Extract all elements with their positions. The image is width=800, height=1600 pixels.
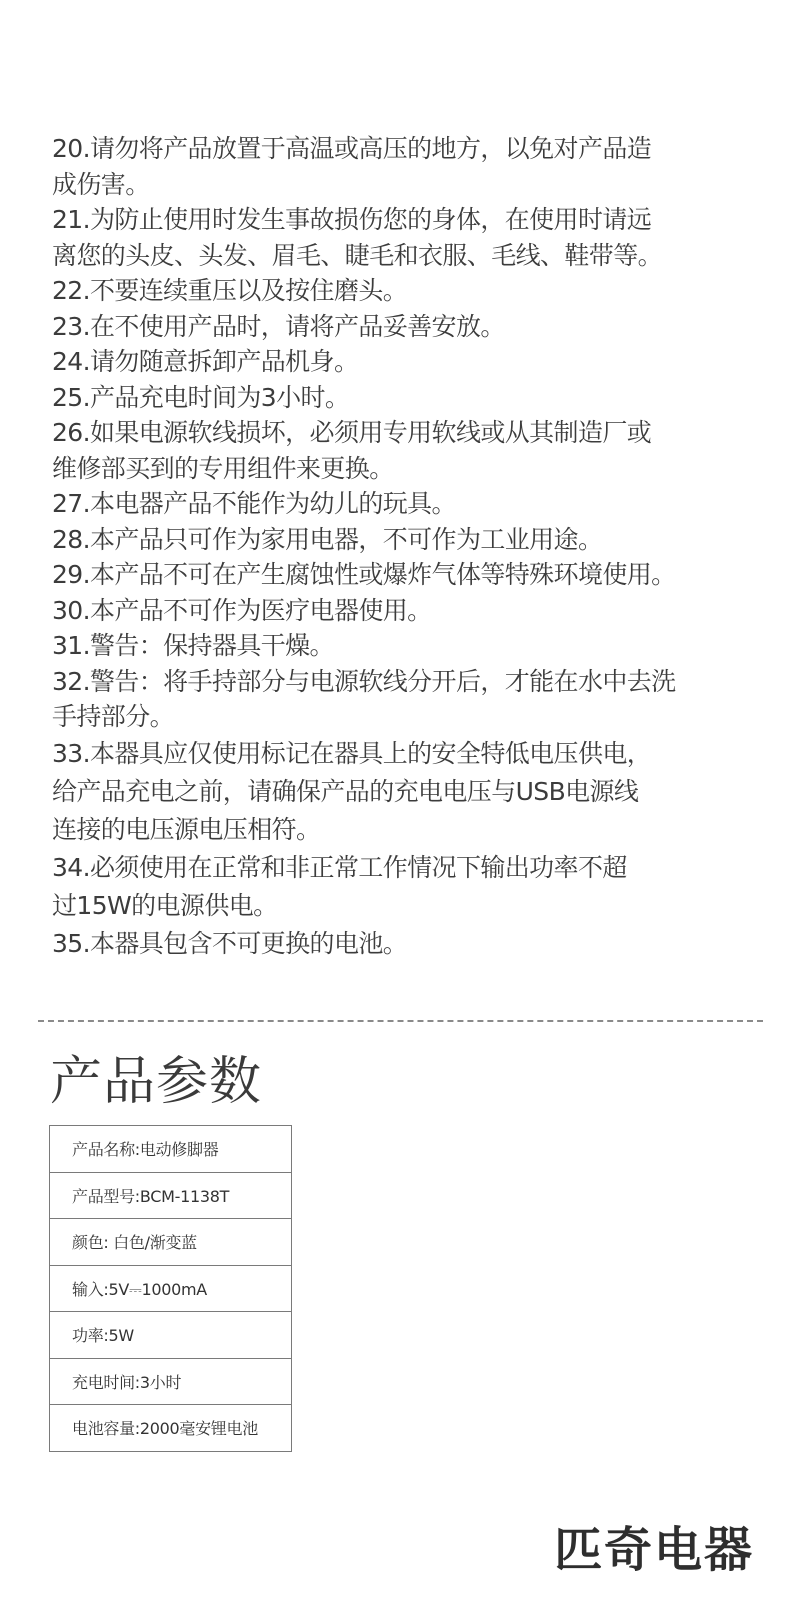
note-25: 25.产品充电时间为3小时。 [52,382,350,412]
note-31: 31.警告：保持器具干燥。 [52,631,334,660]
note-34: 34.必须使用在正常和非正常工作情况下输出功率不超 过15W的电源供电。 [52,852,627,920]
note-27: 27.本电器产品不能作为幼儿的玩具。 [52,489,456,518]
note-23: 23.在不使用产品时，请将产品妥善安放。 [52,311,505,341]
section-title-product-params: 产品参数 [50,1052,263,1112]
note-30: 30.本产品不可作为医疗电器使用。 [52,595,432,625]
spec-color: 颜色: 白色/渐变蓝 [50,1219,292,1266]
brand-logo: 匹奇电器 [553,1522,754,1578]
spec-row [50,1126,292,1173]
spec-model: 产品型号:BCM-1138T [50,1172,292,1219]
spec-row [50,1219,292,1266]
spec-row [50,1405,292,1452]
note-24: 24.请勿随意拆卸产品机身。 [52,347,359,376]
spec-product-name: 产品名称:电动修脚器 [50,1126,292,1173]
note-21: 21.为防止使用时发生事故损伤您的身体，在使用时请远 离您的头皮、头发、眉毛、睫毛和衣服、毛线、鞋带等。 [52,205,663,270]
note-28: 28.本产品只可作为家用电器，不可作为工业用途。 [52,524,603,554]
spec-row [50,1172,292,1219]
spec-input: 输入:5V⎓1000mA [50,1265,292,1312]
spec-row [50,1358,292,1405]
note-35: 35.本器具包含不可更换的电池。 [52,928,408,958]
note-32: 32.警告：将手持部分与电源软线分开后，才能在水中去洗 手持部分。 [52,666,676,731]
spec-battery: 电池容量:2000毫安锂电池 [50,1405,292,1452]
note-20: 20.请勿将产品放置于高温或高压的地方，以免对产品造 成伤害。 [52,134,652,199]
spec-power: 功率:5W [50,1312,292,1359]
safety-notes-list [52,131,772,963]
spec-table [49,1125,292,1452]
note-26: 26.如果电源软线损坏，必须用专用软线或从其制造厂或 维修部买到的专用组件来更换。 [52,418,652,483]
spec-row [50,1312,292,1359]
note-29: 29.本产品不可在产生腐蚀性或爆炸气体等特殊环境使用。 [52,560,676,589]
spec-charge-time: 充电时间:3小时 [50,1358,292,1405]
spec-row [50,1265,292,1312]
note-22: 22.不要连续重压以及按住磨头。 [52,276,408,305]
dashed-divider [38,1020,763,1022]
note-33: 33.本器具应仅使用标记在器具上的安全特低电压供电， 给产品充电之前，请确保产品的充电电压与USB电源线 连接的电压源电压相符。 [52,738,652,844]
